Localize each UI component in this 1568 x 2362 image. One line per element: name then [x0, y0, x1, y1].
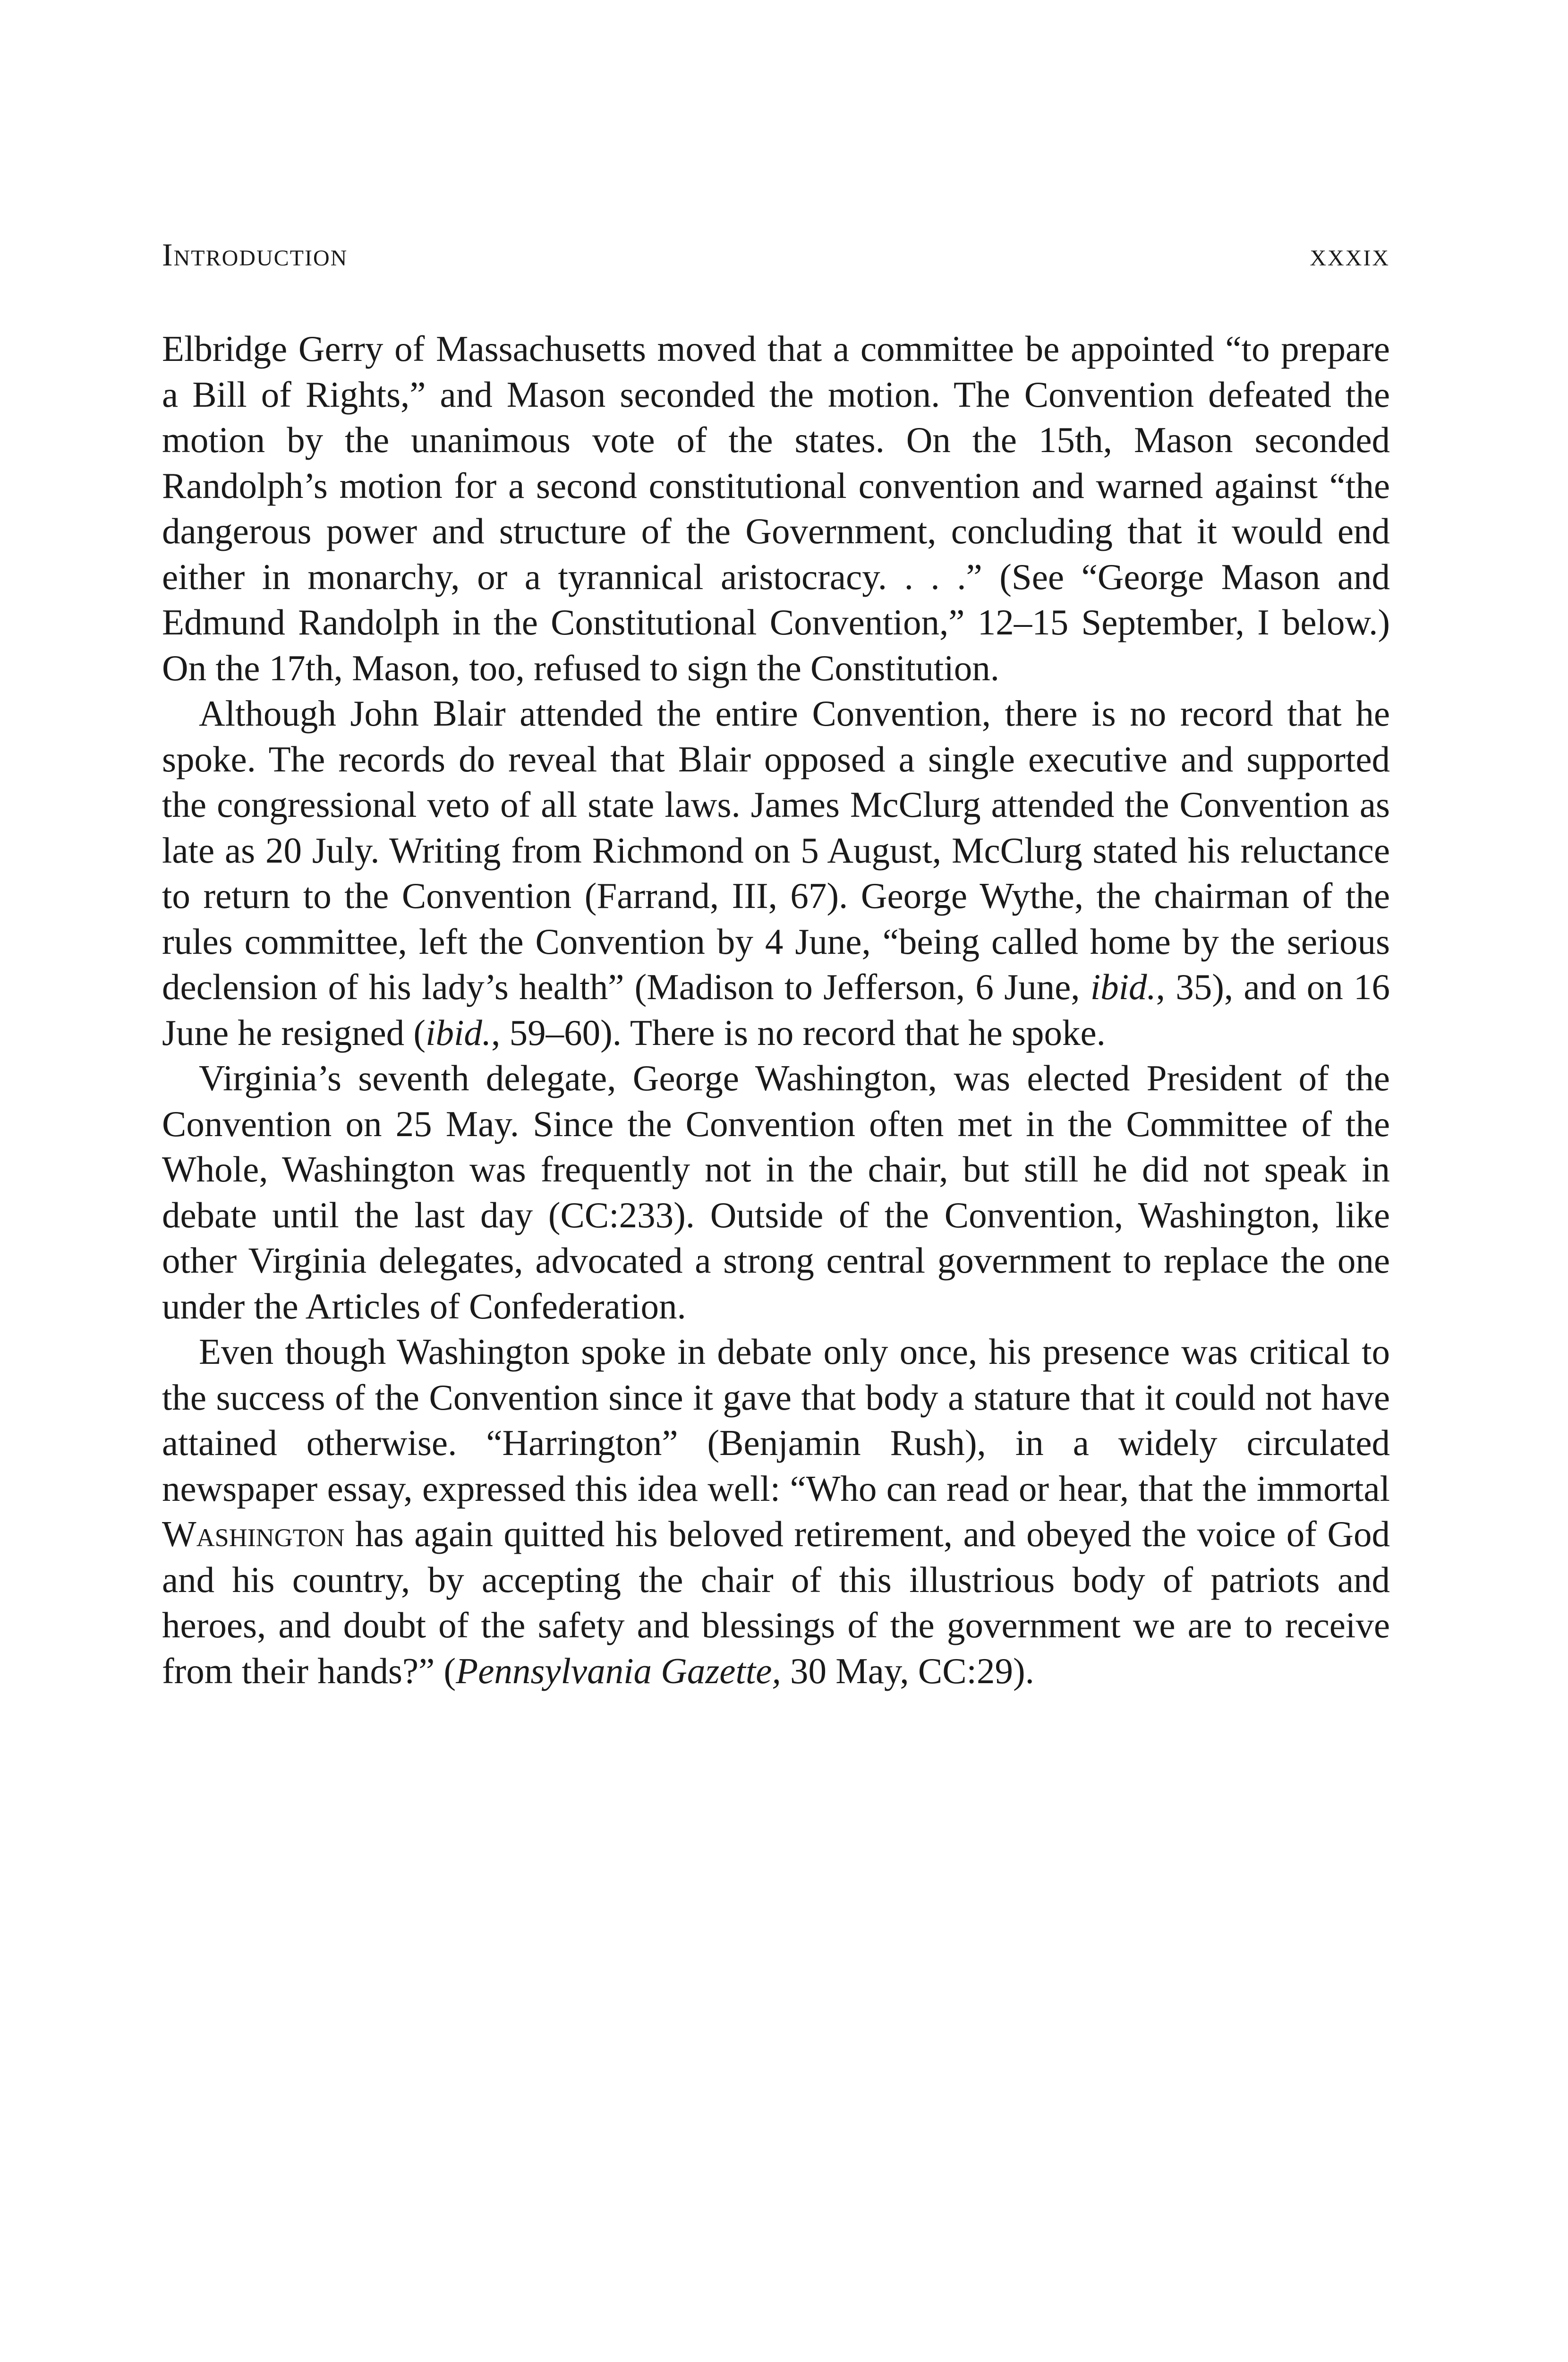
- newspaper-title: Pennsylvania Gazette,: [456, 1650, 781, 1691]
- paragraph-2: [162, 691, 1390, 1055]
- washington-smallcaps: Washington: [162, 1514, 345, 1554]
- paragraph-1-text: Elbridge Gerry of Massachusetts moved that a committee be appointed “to prepare a Bill of Rights,” and Mason seconded the motion. The Convention defeated the motion by the unanimous vote of the states. On the 15th, Mason seconded Randolph’s motion for a second constitutional convention and warned against “the dangerous power and structure of the Government, concluding that it would end either in monarchy, or a tyrannical aristocracy. . . .” (See “George Mason and Edmund Randolph in the Constitutional Convention,” 12–15 September, I below.) On the 17th, Mason, too, refused to sign the Constitution.: [162, 328, 1390, 688]
- paragraph-4-text-c: 30 May, CC:29).: [781, 1650, 1034, 1691]
- paragraph-4-text-b: has again quitted his beloved retirement, and obeyed the voice of God and his country, by accepting the chair of this illustrious body of patriots and heroes, and doubt of the safety and blessings of the government we are to receive from their hands?” (: [162, 1514, 1390, 1691]
- paragraph-3: [162, 1055, 1390, 1329]
- paragraph-3-text: Virginia’s seventh delegate, George Washington, was elected President of the Convention on 25 May. Since the Convention often met in the Committee of the Whole, Washington was frequently not in the chair, but still he did not speak in debate until the last day (CC:233). Outside of the Convention, Washington, like other Virginia delegates, advocated a strong central government to replace the one under the Articles of Confederation.: [162, 1058, 1390, 1326]
- running-head: [162, 236, 1390, 279]
- ibid-citation: ibid.: [1090, 967, 1156, 1007]
- paragraph-2-text-a: Although John Blair attended the entire Convention, there is no record that he spoke. The records do reveal that Blair opposed a single executive and supported the congressional veto of all state laws. James McClurg attended the Convention as late as 20 July. Writing from Richmond on 5 August, McClurg stated his reluctance to return to the Convention (Farrand, III, 67). George Wythe, the chairman of the rules committee, left the Convention by 4 June, “being called home by the serious declension of his lady’s health” (Madison to Jefferson, 6 June,: [162, 693, 1390, 1007]
- paragraph-4-text-a: Even though Washington spoke in debate only once, his presence was critical to the success of the Convention since it gave that body a stature that it could not have attained otherwise. “Harrington” (Benjamin Rush), in a widely circulated newspaper essay, expressed this idea well: “Who can read or hear, that the immortal: [162, 1331, 1390, 1509]
- paragraph-1: [162, 326, 1390, 691]
- paragraph-2-text-b: , 35), and on 16 June he resigned (: [162, 967, 1390, 1053]
- paragraph-4: [162, 1329, 1390, 1694]
- ibid-citation: ibid.: [426, 1012, 492, 1053]
- paragraph-2-text-c: , 59–60). There is no record that he spoke.: [491, 1012, 1106, 1053]
- page-number: xxxix: [1310, 237, 1390, 273]
- running-title: Introduction: [162, 237, 348, 273]
- body-text: [162, 326, 1390, 1694]
